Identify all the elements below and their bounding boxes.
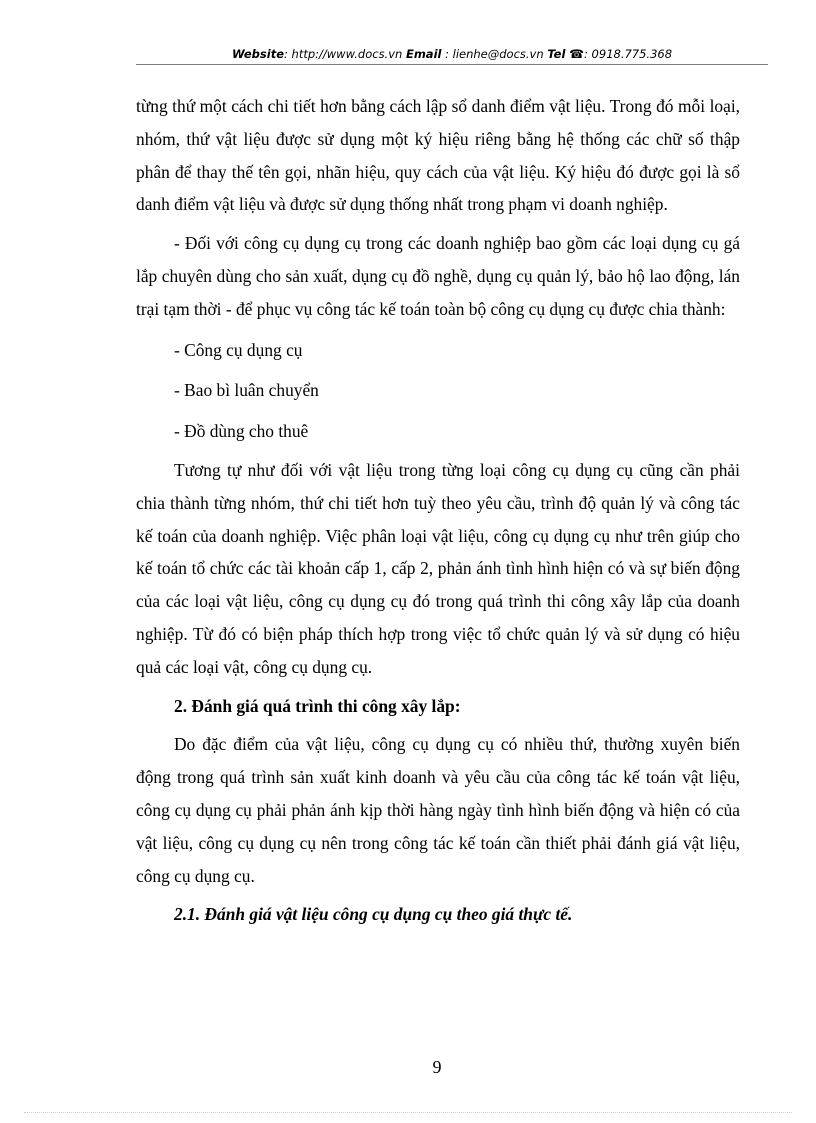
page-header <box>136 46 768 65</box>
paragraph-1: từng thứ một cách chi tiết hơn bằng cách lập sổ danh điểm vật liệu. Trong đó mỗi loại, nhóm, thứ vật liệu được sử dụng một ký hiệu riêng bằng hệ thống các chữ số thập phân để thay thế tên gọi, nhãn hiệu, quy cách của vật liệu. Ký hiệu đó được gọi là sổ danh điểm vật liệu và được sử dụng thống nhất trong phạm vi doanh nghiệp. <box>136 96 740 215</box>
paragraph-4: Do đặc điểm của vật liệu, công cụ dụng cụ có nhiều thứ, thường xuyên biến động trong quá trình sản xuất kinh doanh và yêu cầu của công tác kế toán vật liệu, công cụ dụng cụ phải phản ánh kịp thời hàng ngày tình hình biến động và hiện có của vật liệu, công cụ dụng cụ nên trong công tác kế toán cần thiết phải đánh giá vật liệu, công cụ dụng cụ. <box>136 734 740 886</box>
email-label: Email <box>405 47 442 61</box>
section-heading: 2. Đánh giá quá trình thi công xây lắp: <box>174 695 461 716</box>
list-item: - Bao bì luân chuyển <box>174 380 319 401</box>
website-value: : http://www.docs.vn <box>284 47 403 61</box>
document-body <box>136 90 740 931</box>
tel-label: Tel <box>547 47 566 61</box>
page-number: 9 <box>432 1057 442 1077</box>
paragraph-3: Tương tự như đối với vật liệu trong từng loại công cụ dụng cụ cũng cần phải chia thành từng nhóm, thứ chi tiết hơn tuỳ theo yêu cầu, trình độ quản lý và công tác kế toán của doanh nghiệp. Việc phân loại vật liệu, công cụ dụng cụ như trên giúp cho kế toán tổ chức các tài khoản cấp 1, cấp 2, phản ánh tình hình hiện có và sự biến động của các loại vật liệu, công cụ dụng cụ đó trong quá trình thi công xây lắp của doanh nghiệp. Từ đó có biện pháp thích hợp trong việc tổ chức quản lý và sử dụng có hiệu quả các loại vật, công cụ dụng cụ. <box>136 459 740 677</box>
tel-value: : 0918.775.368 <box>584 47 673 61</box>
website-label: Website <box>231 47 285 61</box>
subsection-heading: 2.1. Đánh giá vật liệu công cụ dụng cụ theo giá thực tế. <box>174 904 573 925</box>
paragraph-2: - Đối với công cụ dụng cụ trong các doanh nghiệp bao gồm các loại dụng cụ gá lắp chuyên dùng cho sản xuất, dụng cụ đồ nghề, dụng cụ quản lý, bảo hộ lao động, lán trại tạm thời - để phục vụ công tác kế toán toàn bộ công cụ dụng cụ được chia thành: <box>136 233 740 319</box>
list-item: - Đồ dùng cho thuê <box>174 421 309 442</box>
phone-icon: ☎ <box>569 47 585 61</box>
list-item: - Công cụ dụng cụ <box>174 339 303 360</box>
email-value: : lienhe@docs.vn <box>441 47 544 61</box>
footer-divider <box>24 1112 792 1113</box>
